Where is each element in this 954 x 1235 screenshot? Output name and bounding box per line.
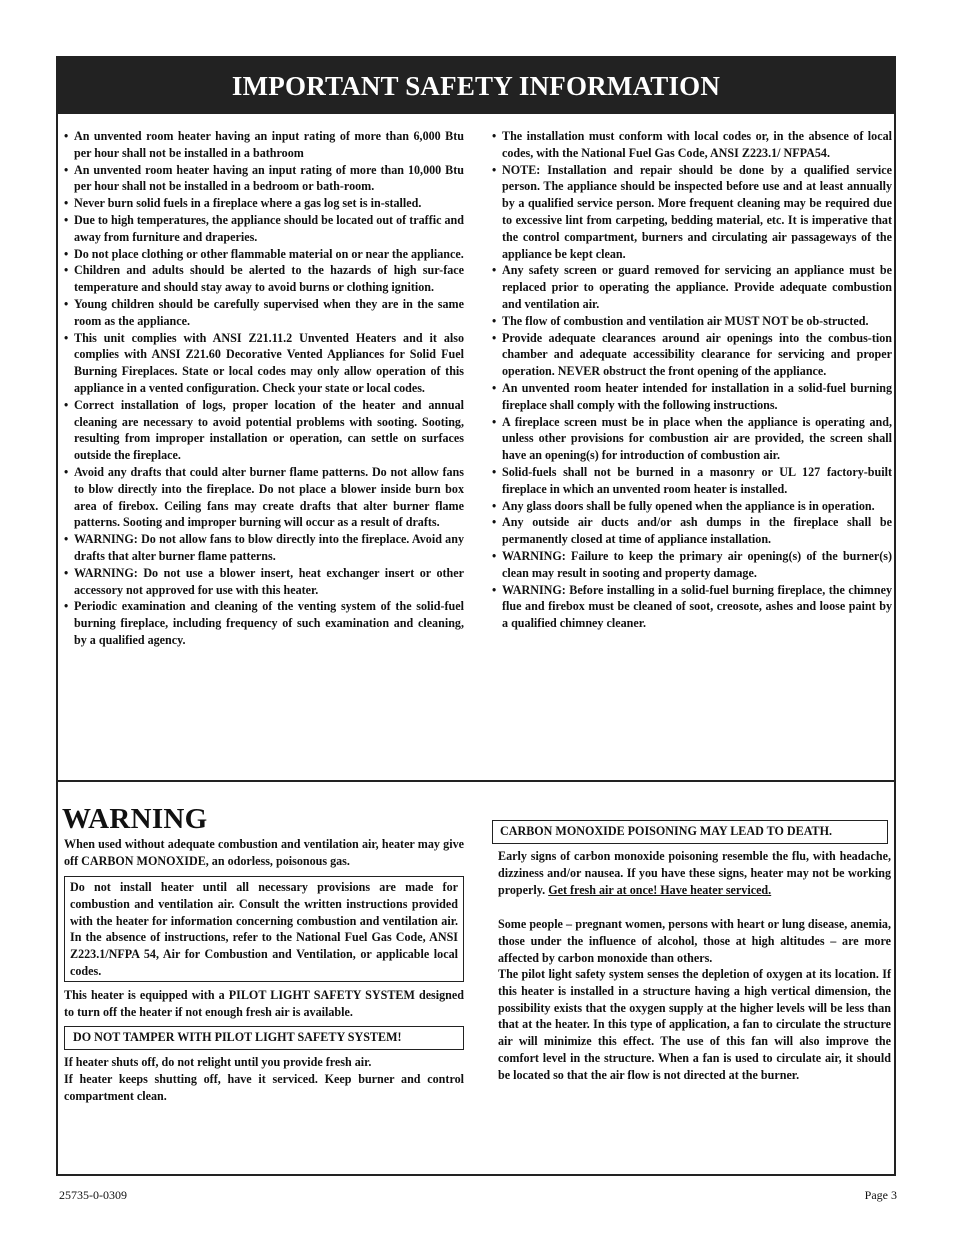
co-symptoms-sentence: Early signs of carbon monoxide poisoning resemble the flu, with headache, dizziness and/or nausea. If you have these signs, heater may not be working properly. [498,849,891,897]
list-item: • Children and adults should be alerted to the hazards of high sur-face temperature and should stay away to avoid burns or clothing ignition. [64,262,464,296]
list-item: • Never burn solid fuels in a fireplace where a gas log set is in-stalled. [64,195,464,212]
list-item: • Do not place clothing or other flammable material on or near the appliance. [64,246,464,263]
list-item: • Solid-fuels shall not be burned in a masonry or UL 127 factory-built fireplace in which an unvented room heater is installed. [492,464,892,498]
page-number: Page 3 [864,1188,897,1202]
list-item: • Any outside air ducts and/or ash dumps in the fireplace shall be permanently closed at time of appliance installation. [492,514,892,548]
list-item: • The installation must conform with local codes or, in the absence of local codes, with the National Fuel Gas Code, ANSI Z223.1/ NFPA54. [492,128,892,162]
co-risk-groups-text: Some people – pregnant women, persons with heart or lung disease, anemia, those under the influence of alcohol, those at high altitudes – are more affected by carbon monoxide than others. [498,917,891,965]
co-symptoms-text [498,848,891,898]
list-item: • Periodic examination and cleaning of the venting system of the solid-fuel burning fireplace, including frequency of such examination and cleaning, by a qualified agency. [64,598,464,648]
list-item: • Correct installation of logs, proper location of the heater and annual cleaning are necessary to avoid potential problems with sooting. Sooting, resulting from improper installation or operation, can settle on surfaces outside the fireplace. [64,397,464,464]
warning-intro: When used without adequate combustion and ventilation air, heater may give off CARBON MONOXIDE, an odorless, poisonous gas. [64,837,464,868]
list-item: • An unvented room heater having an input rating of more than 10,000 Btu per hour shall not be installed in a bedroom or bath-room. [64,162,464,196]
list-item: • The flow of combustion and ventilation air MUST NOT be ob-structed. [492,313,892,330]
safety-frame [56,56,896,1176]
list-item: • Due to high temperatures, the appliance should be located out of traffic and away from furniture and draperies. [64,212,464,246]
tamper-warning-box: DO NOT TAMPER WITH PILOT LIGHT SAFETY SYSTEM! [64,1026,464,1050]
left-column [64,128,464,649]
right-column [492,128,892,632]
right-bullet-list [492,128,892,632]
list-item: • NOTE: Installation and repair should be done by a qualified service person. The appliance should be inspected before use and at least annually by a qualified service person. More frequent cleaning may be required due to excessive lint from carpeting, bedding material, etc. It is imperative that the control compartment, burners and circulating air passageways of the appliance be kept clean. [492,162,892,263]
list-item: • An unvented room heater intended for installation in a solid-fuel burning fireplace shall comply with the following instructions. [492,380,892,414]
list-item: • An unvented room heater having an input rating of more than 6,000 Btu per hour shall not be installed in a bathroom [64,128,464,162]
shutoff-text-2: If heater keeps shutting off, have it serviced. Keep burner and control compartment clean. [64,1072,464,1103]
fresh-air-emphasis: Get fresh air at once! Have heater serviced. [548,882,772,897]
ventilation-notice-box: Do not install heater until all necessary provisions are made for combustion and ventilation air. Consult the written instructions provided with the heater for information concerning combustion and ventilation air. In the absence of instructions, refer to the National Fuel Gas Code, ANSI Z223.1/NFPA 54, Air for Combustion and Ventilation, or applicable local codes. [64,876,464,982]
list-item: • This unit complies with ANSI Z21.11.2 Unvented Heaters and it also complies with ANSI Z21.60 Decorative Vented Appliances for Solid Fuel Burning Fireplaces. State or local codes may only allow operation of this appliance in a vented configuration. Check your state or local codes. [64,330,464,397]
list-item: • WARNING: Failure to keep the primary air opening(s) of the burner(s) clean may result in sooting and property damage. [492,548,892,582]
warning-title: WARNING [62,803,208,835]
list-item: • WARNING: Before installing in a solid-fuel burning fireplace, the chimney flue and firebox must be cleaned of soot, creosote, ashes and loose paint by a qualified chimney cleaner. [492,582,892,632]
shutoff-text-1: If heater shuts off, do not relight until you provide fresh air. [64,1055,372,1069]
pilot-depletion-text: The pilot light safety system senses the depletion of oxygen at its location. If this heater is installed in a structure having a high vertical dimension, the possibility exists that the oxygen supply at the higher levels will be less than that at the heater. In this type of application, a fan to circulate the structure air will minimize this effect. The use of this fan will also improve the comfort level in the structure. When a fan is used to circulate air, it should be located so that the air flow is not directed at the burner. [498,967,891,1082]
co-warning-box: CARBON MONOXIDE POISONING MAY LEAD TO DEATH. [492,820,888,844]
section-divider [58,780,894,782]
list-item: • WARNING: Do not allow fans to blow directly into the fireplace. Avoid any drafts that alter burner flame patterns. [64,531,464,565]
list-item: • Any glass doors shall be fully opened when the appliance is in operation. [492,498,892,515]
list-item: • Avoid any drafts that could alter burner flame patterns. Do not allow fans to blow directly into the fireplace. Do not place a blower inside burn box area of firebox. Ceiling fans may create drafts that alter burner flame patterns. Sooting and improper burning will occur as a result of drafts. [64,464,464,531]
list-item: • A fireplace screen must be in place when the appliance is operating and, unless other provisions for combustion air are provided, the screen shall have an opening(s) for introduction of combustion air. [492,414,892,464]
list-item: • WARNING: Do not use a blower insert, heat exchanger insert or other accessory not approved for use with this heater. [64,565,464,599]
left-bullet-list [64,128,464,649]
pilot-system-text: This heater is equipped with a PILOT LIGHT SAFETY SYSTEM designed to turn off the heater if not enough fresh air is available. [64,988,464,1019]
list-item: • Provide adequate clearances around air openings into the combus-tion chamber and adequate accessibility clearance for servicing and proper operation. NEVER obstruct the front opening of the appliance. [492,330,892,380]
page-title: IMPORTANT SAFETY INFORMATION [58,58,894,114]
document-number: 25735-0-0309 [59,1188,127,1202]
list-item: • Any safety screen or guard removed for servicing an appliance must be replaced prior to operating the appliance. Provide adequate combustion and ventilation air. [492,262,892,312]
list-item: • Young children should be carefully supervised when they are in the same room as the appliance. [64,296,464,330]
